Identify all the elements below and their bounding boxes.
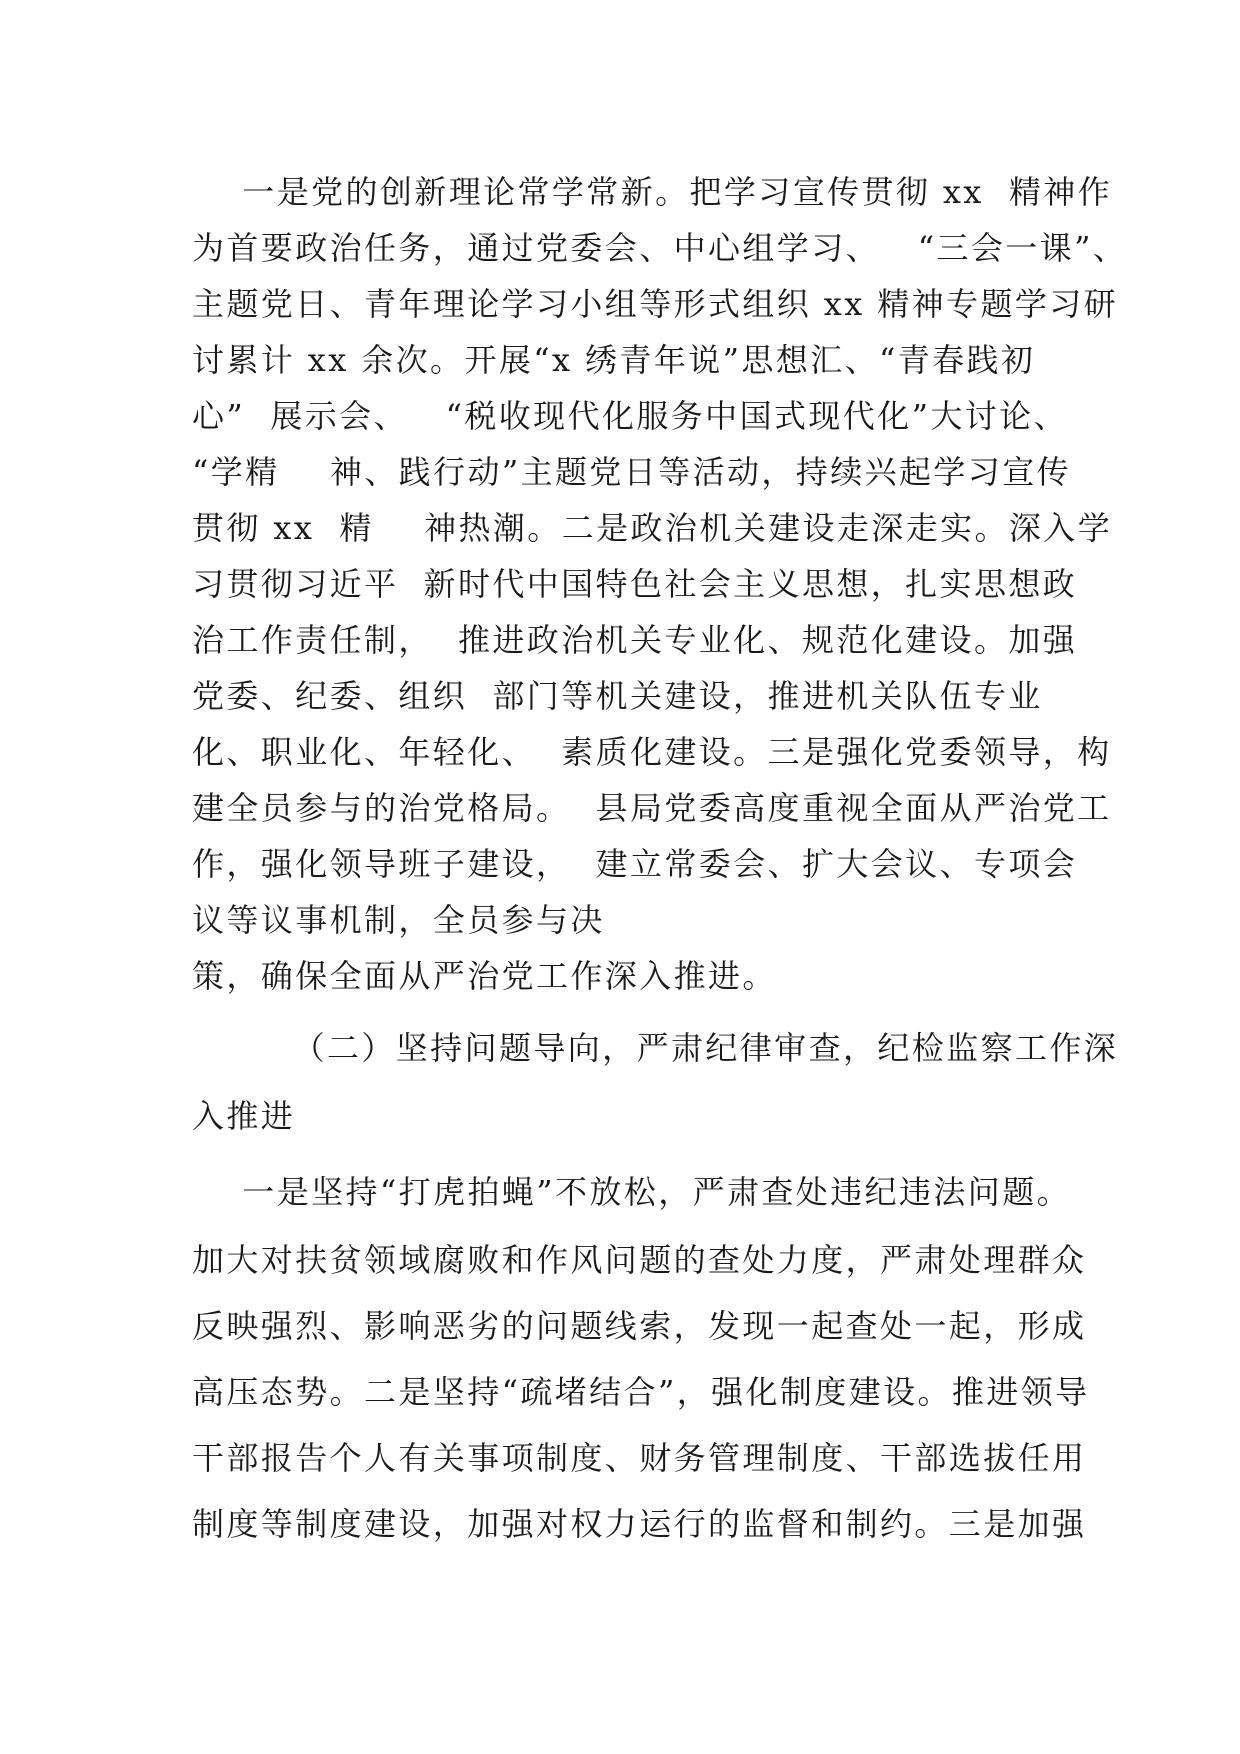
text-line: 高压态势。二是坚持“疏堵结合”，强化制度建设。推进领导 — [192, 1373, 1090, 1411]
text-line: “学精 神、践行动”主题党日等活动，持续兴起学习宣传 — [192, 453, 1072, 491]
text-line: 主题党日、青年理论学习小组等形式组织 xx 精神专题学习研 — [192, 285, 1119, 323]
text-line: 策，确保全面从严治党工作深入推进。 — [192, 957, 777, 995]
text-line: 议等议事机制，全员参与决 — [192, 901, 605, 939]
text-line: 讨累计 xx 余次。开展“x 绣青年说”思想汇、“青春践初 — [192, 341, 1036, 379]
text-line: 反映强烈、影响恶劣的问题线索，发现一起查处一起，形成 — [192, 1307, 1087, 1345]
text-line: 一是坚持“打虎拍蝇”不放松，严肃查处违纪违法问题。 — [192, 1173, 1072, 1211]
text-line: 一是党的创新理论常学常新。把学习宣传贯彻 xx 精神作 — [192, 173, 1113, 211]
text-line: 习贯彻习近平 新时代中国特色社会主义思想，扎实思想政 — [192, 565, 1078, 603]
text-line: 制度等制度建设，加强对权力运行的监督和制约。三是加强 — [192, 1505, 1087, 1543]
text-line: 建全员参与的治党格局。 县局党委高度重视全面从严治党工 — [192, 789, 1112, 827]
text-line: 党委、纪委、组织 部门等机关建设，推进机关队伍专业 — [192, 677, 1043, 715]
section-heading-continued: 入推进 — [192, 1097, 296, 1135]
text-line: 贯彻 xx 精 神热潮。二是政治机关建设走深走实。深入学 — [192, 509, 1113, 547]
text-line: 治工作责任制， 推进政治机关专业化、规范化建设。加强 — [192, 621, 1078, 659]
text-line: 为首要政治任务，通过党委会、中心组学习、 “三会一课”、 — [192, 229, 1128, 267]
section-heading: （二）坚持问题导向，严肃纪律审查，纪检监察工作深 — [192, 1029, 1119, 1067]
text-line: 化、职业化、年轻化、 素质化建设。三是强化党委领导，构 — [192, 733, 1112, 771]
text-line: 作，强化领导班子建设， 建立常委会、扩大会议、专项会 — [192, 845, 1078, 883]
text-line: 心” 展示会、 “税收现代化服务中国式现代化”大讨论、 — [192, 397, 1068, 435]
text-line: 加大对扶贫领域腐败和作风问题的查处力度，严肃处理群众 — [192, 1241, 1087, 1279]
text-line: 干部报告个人有关事项制度、财务管理制度、干部选拔任用 — [192, 1439, 1087, 1477]
